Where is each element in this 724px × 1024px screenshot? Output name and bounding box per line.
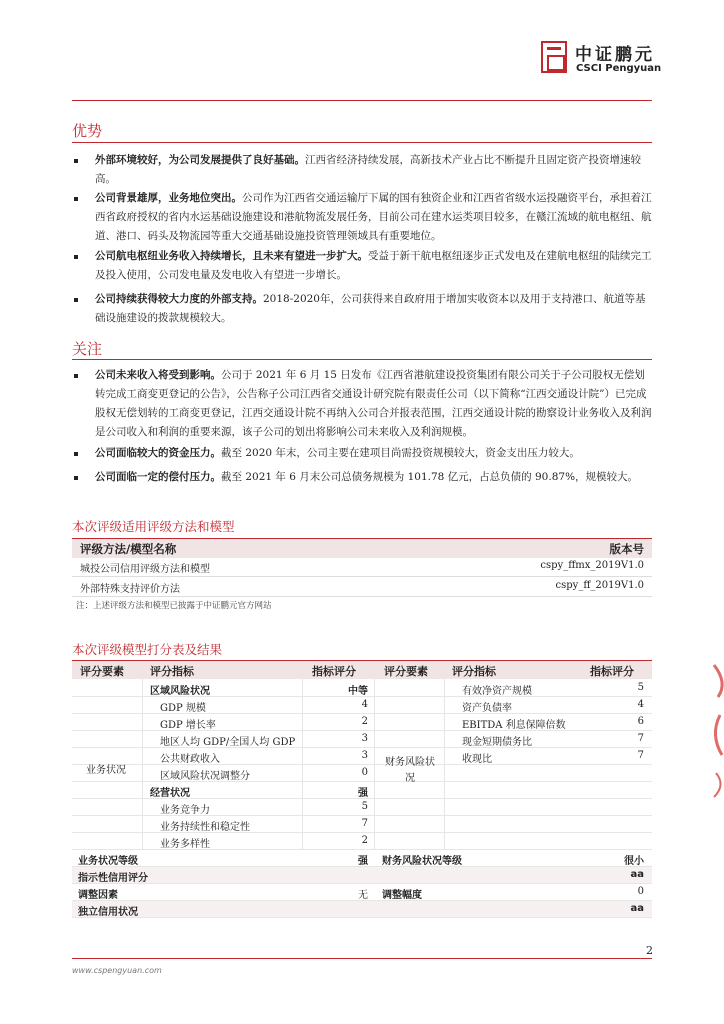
bullet-icon xyxy=(74,197,78,201)
header-cell: 指标评分 xyxy=(312,665,356,678)
score-table xyxy=(72,660,652,925)
summary-value: 很小 xyxy=(624,856,644,867)
method-version: cspy_ff_2019V1.0 xyxy=(555,580,644,591)
brand-name-cn: 中证鹏元 xyxy=(575,45,655,65)
score-label: 公共财政收入 xyxy=(160,754,220,765)
concern-item: 公司面临较大的资金压力。截至 2020 年末，公司主要在建项目尚需投资规模较大，资金支出压力较大。 xyxy=(95,447,580,459)
bullet-icon xyxy=(74,374,78,378)
brand-name-en: CSCI Pengyuan xyxy=(576,63,662,74)
header-cell: 评分要素 xyxy=(384,665,428,678)
score-table-header xyxy=(72,661,652,679)
score-value: 5 xyxy=(361,801,368,812)
summary-value: aa xyxy=(630,903,644,914)
score-label: GDP 增长率 xyxy=(160,720,216,731)
score-label: 经营状况 xyxy=(150,788,190,799)
score-value: 7 xyxy=(637,733,644,744)
method-table-title: 本次评级适用评级方法和模型 xyxy=(72,519,235,534)
concerns-title: 关注 xyxy=(72,340,103,358)
footer-divider xyxy=(72,958,652,959)
score-label: GDP 规模 xyxy=(160,703,206,714)
score-label: 区域风险状况调整分 xyxy=(160,771,250,782)
score-value: 2 xyxy=(361,835,368,846)
score-label: 业务持续性和稳定性 xyxy=(160,822,250,833)
score-label: 业务竞争力 xyxy=(160,805,210,816)
score-label: 现金短期债务比 xyxy=(462,737,532,748)
strength-item: 外部环境较好，为公司发展提供了良好基础。江西省经济持续发展，高新技术产业占比不断提升且固定资产投资增速较高。 xyxy=(95,154,641,185)
summary-label: 业务状况等级 xyxy=(78,856,138,867)
concern-item: 公司面临一定的偿付压力。截至 2021 年 6 月末公司总债务规模为 101.78 亿元，占总负债的 90.87%，规模较大。 xyxy=(95,471,639,483)
header-cell: 评分指标 xyxy=(150,665,194,678)
score-value: 2 xyxy=(361,716,368,727)
summary-label: 财务风险状况等级 xyxy=(382,856,462,867)
score-value: 4 xyxy=(361,699,368,710)
method-name: 城投公司信用评级方法和模型 xyxy=(80,564,210,575)
score-label: 有效净资产规模 xyxy=(462,686,532,697)
concern-item: 公司未来收入将受到影响。公司于 2021 年 6 月 15 日发布《江西省港航建设投资集团有限公司关于子公司股权无偿划转完成工商变更登记的公告》，公告称子公司江西省交通设计研究院有限责任公司（以下简称“江西交通设计院”）已完成股权无偿划转的工商变更登记，江西交通设计院不再纳入公司合并报表范围，江西交通设计院的勘察设计业务收入及利润是公司收入和利润的重要来源，该子公司的划出将影响公司未来收入及利润规模。 xyxy=(95,369,652,438)
method-version: cspy_ffmx_2019V1.0 xyxy=(540,560,644,571)
method-table-header xyxy=(72,538,652,558)
right-group-label: 财务风险状况 xyxy=(385,757,435,784)
score-value: 强 xyxy=(358,788,368,799)
score-value: 4 xyxy=(637,699,644,710)
score-table-title: 本次评级模型打分表及结果 xyxy=(72,642,223,657)
score-value: 5 xyxy=(637,682,644,693)
method-name: 外部特殊支持评价方法 xyxy=(80,584,180,595)
score-label: EBITDA 利息保障倍数 xyxy=(462,720,566,731)
summary-label: 指示性信用评分 xyxy=(78,873,148,884)
bullet-icon xyxy=(74,452,78,456)
strength-item: 公司航电枢纽业务收入持续增长，且未来有望进一步扩大。受益于新干航电枢纽逐步正式发电及在建航电枢纽的陆续完工及投入使用，公司发电量及发电收入有望进一步增长。 xyxy=(95,250,652,281)
header-cell: 评分指标 xyxy=(452,665,496,678)
score-value: 6 xyxy=(637,716,644,727)
score-value: 3 xyxy=(361,733,368,744)
summary-value: 无 xyxy=(358,890,368,901)
score-value: 7 xyxy=(637,750,644,761)
header-cell: 指标评分 xyxy=(590,665,634,678)
header-cell: 评分要素 xyxy=(80,665,124,678)
bullet-icon xyxy=(74,159,78,163)
bullet-icon xyxy=(74,298,78,302)
left-group-label: 业务状况 xyxy=(86,765,126,776)
method-col-version: 版本号 xyxy=(609,542,644,556)
score-value: 中等 xyxy=(348,686,368,697)
score-label: 业务多样性 xyxy=(160,839,210,850)
page-number: 2 xyxy=(646,944,653,957)
summary-label: 调整因素 xyxy=(78,890,118,901)
bullet-icon xyxy=(74,255,78,259)
summary-value: 强 xyxy=(358,856,368,867)
score-label: 地区人均 GDP/全国人均 GDP xyxy=(160,737,296,748)
bullet-icon xyxy=(74,476,78,480)
company-logo-icon xyxy=(541,41,567,73)
summary-label: 独立信用状况 xyxy=(78,907,138,918)
method-col-name: 评级方法/模型名称 xyxy=(80,542,177,556)
seal-stamp-icon xyxy=(706,655,724,805)
score-label: 收现比 xyxy=(462,754,492,765)
header-divider xyxy=(72,100,652,101)
strength-item: 公司背景雄厚，业务地位突出。公司作为江西省交通运输厅下属的国有独资企业和江西省省级水运投融资平台，承担着江西省政府授权的省内水运基础设施建设和港航物流发展任务，目前公司在建水运类项目较多，在赣江流域的航电枢纽、航道、港口、码头及物流园等重大交通基础设施投资管理领域具有重要地位。 xyxy=(95,192,652,242)
score-value: 7 xyxy=(361,818,368,829)
footer-url: www.cspengyuan.com xyxy=(72,966,162,975)
method-note: 注：上述评级方法和模型已披露于中证鹏元官方网站 xyxy=(76,601,272,611)
strength-item: 公司持续获得较大力度的外部支持。2018-2020年，公司获得来自政府用于增加实收资本以及用于支持港口、航道等基础设施建设的拨款规模较大。 xyxy=(95,293,646,324)
strengths-divider xyxy=(72,142,652,143)
score-value: 3 xyxy=(361,750,368,761)
concerns-divider xyxy=(72,359,652,360)
score-value: 0 xyxy=(361,767,368,778)
table-row xyxy=(72,557,652,577)
summary-value: aa xyxy=(630,869,644,880)
score-label: 资产负债率 xyxy=(462,703,512,714)
strengths-title: 优势 xyxy=(72,122,103,140)
table-row xyxy=(72,577,652,597)
score-label: 区域风险状况 xyxy=(150,686,210,697)
summary-value: 0 xyxy=(637,886,644,897)
summary-label: 调整幅度 xyxy=(382,890,422,901)
